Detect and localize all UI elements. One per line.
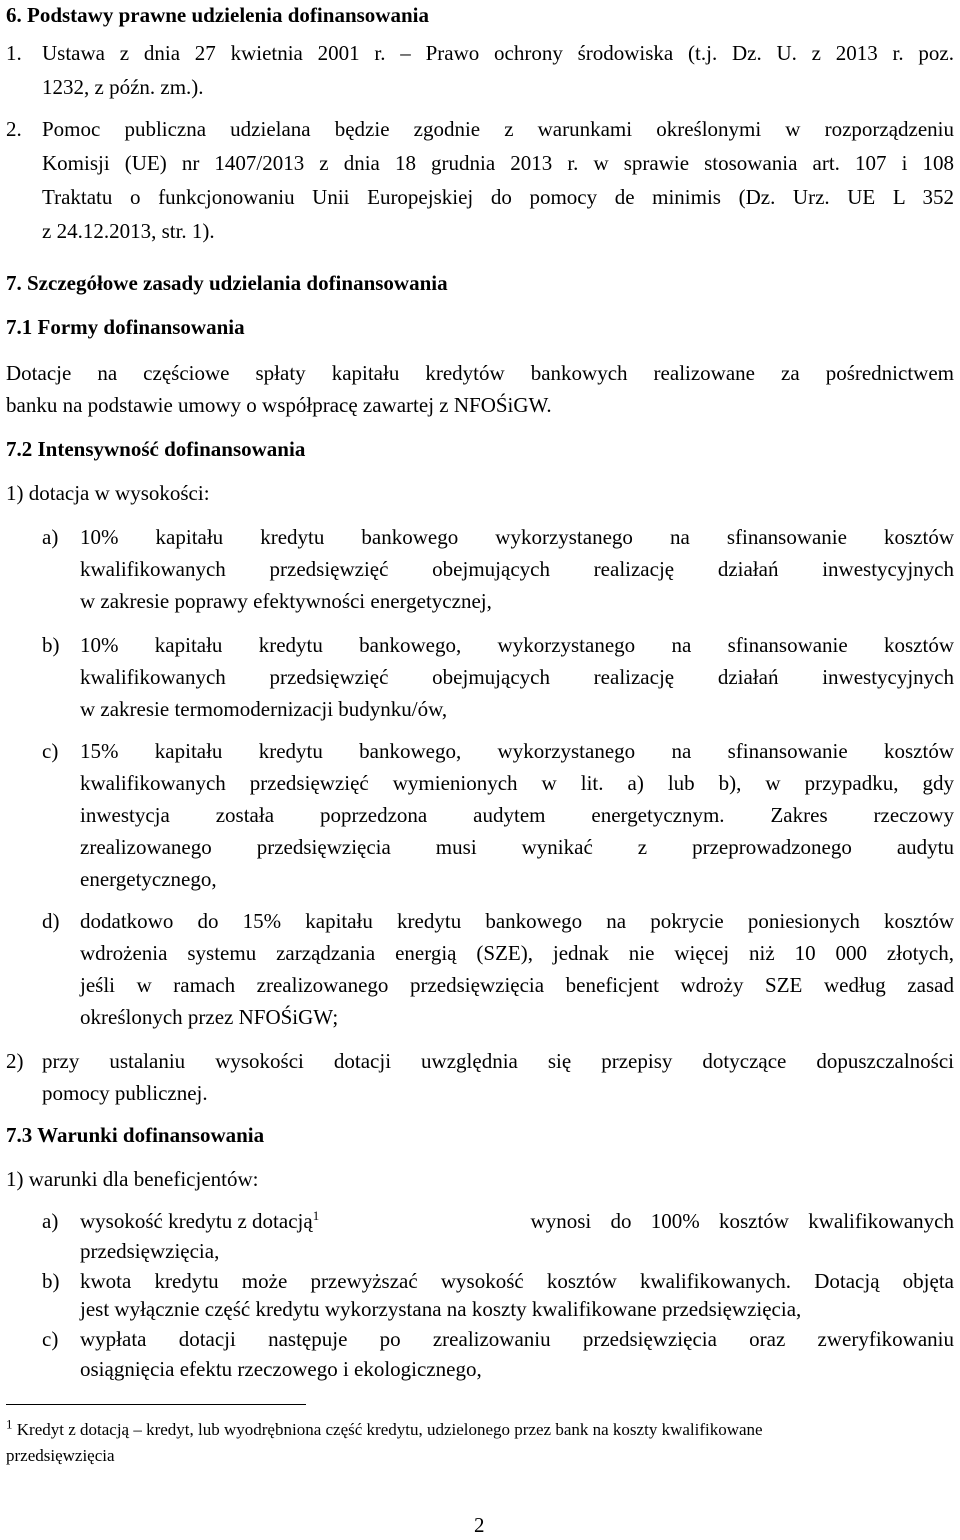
list-item-text: 1232, z późn. zm.).	[42, 75, 204, 99]
list-letter: a)	[42, 1209, 59, 1233]
footnote-reference[interactable]: 1	[312, 1208, 320, 1223]
list-letter: c)	[42, 739, 59, 763]
section-6-heading: 6. Podstawy prawne udzielenia dofinansowania	[6, 3, 429, 27]
list-item-text: 1) dotacja w wysokości:	[6, 481, 210, 505]
list-item-text: 10% kapitału kredytu bankowego wykorzystanego na sfinansowanie kosztów	[80, 525, 954, 549]
paragraph-text: banku na podstawie umowy o współpracę zawartej z NFOŚiGW.	[6, 393, 552, 417]
list-item-text: Pomoc publiczna udzielana będzie zgodnie z warunkami określonymi w rozporządzeniu	[42, 117, 954, 141]
list-item-text: w zakresie poprawy efektywności energetycznej,	[80, 589, 492, 613]
footnote-text	[6, 1418, 763, 1442]
list-item-text: osiągnięcia efektu rzeczowego i ekologicznego,	[80, 1357, 482, 1381]
paragraph-text: Dotacje na częściowe spłaty kapitału kredytów bankowych realizowane za pośrednictwem	[6, 361, 954, 385]
subsection-7-2-heading: 7.2 Intensywność dofinansowania	[6, 437, 306, 461]
text-fragment: wysokość kredytu z dotacją	[80, 1209, 313, 1233]
list-item-text: energetycznego,	[80, 867, 217, 891]
footnote-line: przedsięwzięcia	[6, 1446, 115, 1465]
list-item-text: przy ustalaniu wysokości dotacji uwzględnia się przepisy dotyczące dopuszczalności	[42, 1049, 954, 1073]
list-letter: a)	[42, 525, 59, 549]
page-number: 2	[474, 1513, 485, 1537]
footnote-separator	[6, 1404, 306, 1405]
list-item-text: wypłata dotacji następuje po zrealizowaniu przedsięwzięcia oraz zweryfikowaniu	[80, 1327, 954, 1351]
list-item-text: przedsięwzięcia,	[80, 1239, 220, 1263]
list-item-text: kwota kredytu może przewyższać wysokość kosztów kwalifikowanych. Dotacją objęta	[80, 1269, 954, 1293]
footnote-line: Kredyt z dotacją – kredyt, lub wyodrębniona część kredytu, udzielonego przez bank na koszty kwalifikowane	[16, 1420, 763, 1439]
list-item-text: 15% kapitału kredytu bankowego, wykorzystanego na sfinansowanie kosztów	[80, 739, 954, 763]
list-item-text: z 24.12.2013, str. 1).	[42, 219, 215, 243]
list-item-text: Ustawa z dnia 27 kwietnia 2001 r. – Prawo ochrony środowiska (t.j. Dz. U. z 2013 r. poz.	[42, 41, 954, 65]
list-letter: d)	[42, 909, 60, 933]
list-item-text: inwestycja została poprzedzona audytem energetycznym. Zakres rzeczowy	[80, 803, 954, 827]
text-fragment	[80, 1206, 319, 1236]
list-item-text: zrealizowanego przedsięwzięcia musi wynikać z przeprowadzonego audytu	[80, 835, 954, 859]
list-item-text: jest wyłącznie część kredytu wykorzystana na koszty kwalifikowane przedsięwzięcia,	[80, 1297, 802, 1321]
list-number: 1.	[6, 41, 22, 65]
list-item-text: jeśli w ramach zrealizowanego przedsięwzięcia beneficjent wdroży SZE według zasad	[80, 973, 954, 997]
list-letter: b)	[42, 1269, 60, 1293]
list-item-text: w zakresie termomodernizacji budynku/ów,	[80, 697, 448, 721]
list-item-text: kwalifikowanych przedsięwzięć wymienionych w lit. a) lub b), w przypadku, gdy	[80, 771, 954, 795]
list-letter: b)	[42, 633, 60, 657]
list-number: 2.	[6, 117, 22, 141]
footnote-mark: 1	[6, 1416, 13, 1432]
list-item-text: Traktatu o funkcjonowaniu Unii Europejskiej do pomocy de minimis (Dz. Urz. UE L 352	[42, 185, 954, 209]
list-item-text: kwalifikowanych przedsięwzięć obejmujących realizację działań inwestycyjnych	[80, 665, 954, 689]
list-item-text	[80, 1206, 954, 1236]
list-item-text: kwalifikowanych przedsięwzięć obejmujących realizację działań inwestycyjnych	[80, 557, 954, 581]
list-item-text: 1) warunki dla beneficjentów:	[6, 1167, 259, 1191]
list-item-text: Komisji (UE) nr 1407/2013 z dnia 18 grudnia 2013 r. w sprawie stosowania art. 107 i 108	[42, 151, 954, 175]
subsection-7-3-heading: 7.3 Warunki dofinansowania	[6, 1123, 265, 1147]
section-7-heading: 7. Szczegółowe zasady udzielania dofinansowania	[6, 271, 448, 295]
list-item-text: określonych przez NFOŚiGW;	[80, 1005, 339, 1029]
list-letter: c)	[42, 1327, 59, 1351]
list-item-text: pomocy publicznej.	[42, 1081, 208, 1105]
text-fragment: wynosi do 100% kosztów kwalifikowanych	[530, 1209, 954, 1233]
subsection-7-1-heading: 7.1 Formy dofinansowania	[6, 315, 245, 339]
list-item-text: dodatkowo do 15% kapitału kredytu bankowego na pokrycie poniesionych kosztów	[80, 909, 954, 933]
list-item-text: 10% kapitału kredytu bankowego, wykorzystanego na sfinansowanie kosztów	[80, 633, 954, 657]
list-number: 2)	[6, 1049, 24, 1073]
list-item-text: wdrożenia systemu zarządzania energią (SZE), jednak nie więcej niż 10 000 złotych,	[80, 941, 954, 965]
